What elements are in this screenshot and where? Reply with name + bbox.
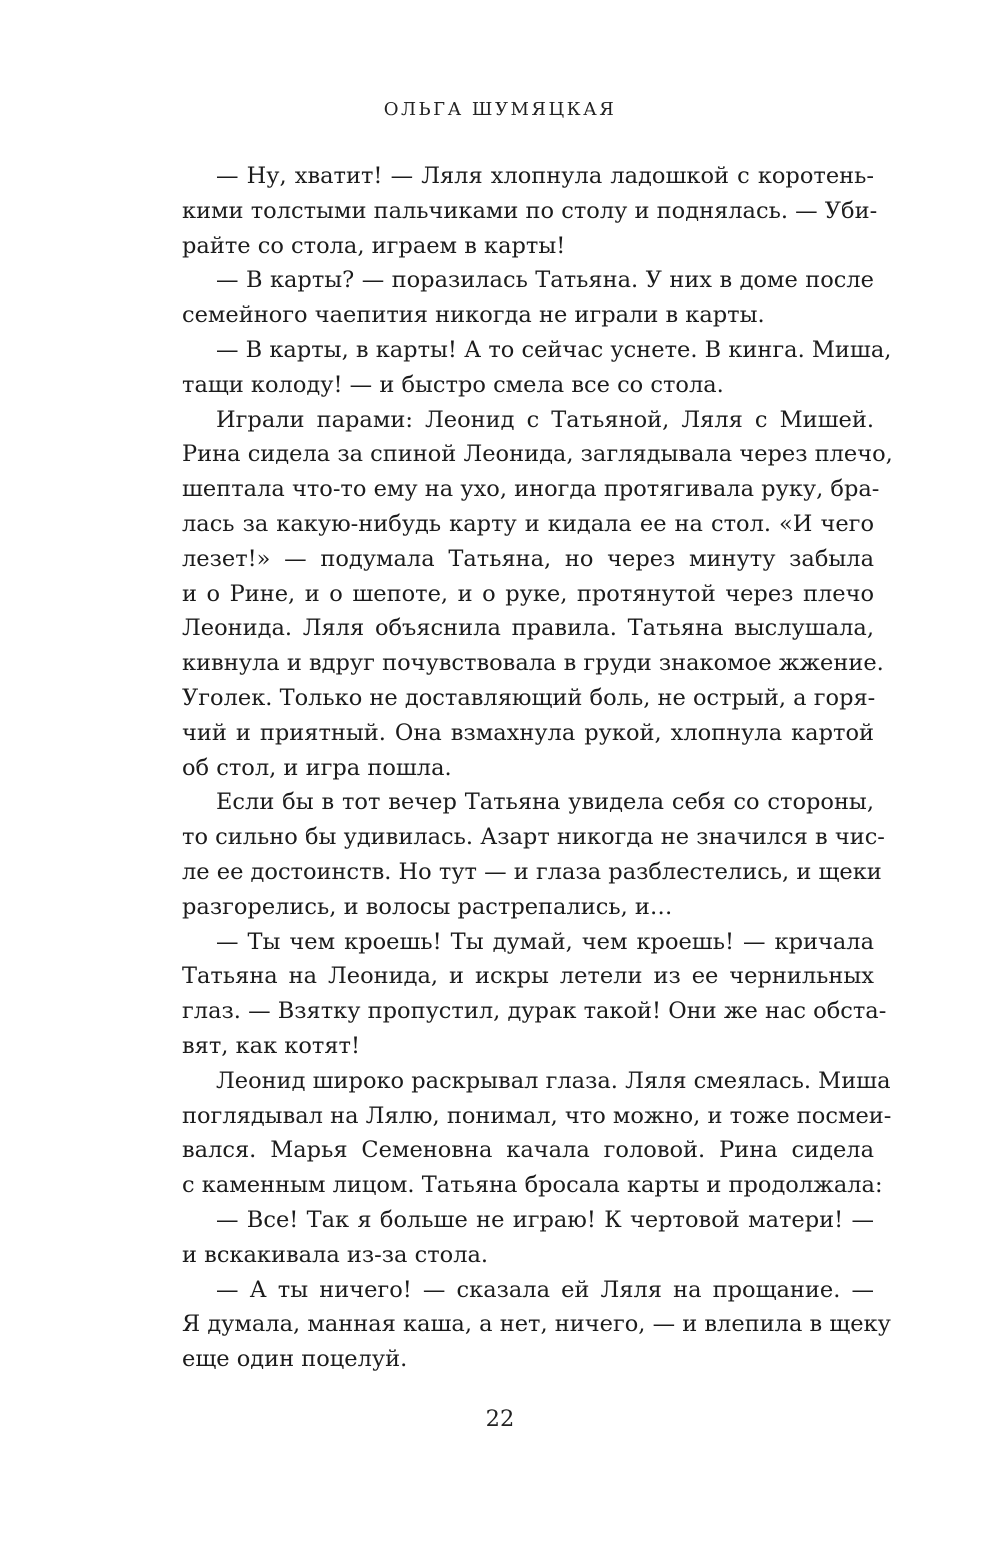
text-line: райте со стола, играем в карты! [182, 232, 566, 259]
text-line: — В карты? — поразилась Татьяна. У них в доме после [216, 267, 874, 294]
text-line: и о Рине, и о шепоте, и о руке, протянутой через плечо [182, 580, 874, 607]
text-line: Леонида. Ляля объяснила правила. Татьяна выслушала, [182, 615, 874, 642]
text-line: — В карты, в карты! А то сейчас уснете. В кинга. Миша, [216, 336, 892, 363]
text-line: Если бы в тот вечер Татьяна увидела себя со стороны, [216, 789, 874, 816]
text-line: Играли парами: Леонид с Татьяной, Ляля с Мишей. [216, 406, 874, 433]
text-line: тащи колоду! — и быстро смела все со стола. [182, 371, 724, 398]
text-line: поглядывал на Лялю, понимал, что можно, и тоже посмеи- [182, 1102, 892, 1129]
text-line: — Все! Так я больше не играю! К чертовой матери! — [216, 1206, 874, 1233]
text-line: Уголек. Только не доставляющий боль, не острый, а горя- [182, 684, 876, 711]
running-head-author: ОЛЬГА ШУМЯЦКАЯ [383, 99, 617, 120]
text-line: — Ты чем кроешь! Ты думай, чем кроешь! — кричала [216, 928, 874, 955]
text-line: Леонид широко раскрывал глаза. Ляля смеялась. Миша [216, 1067, 891, 1094]
text-line: кими толстыми пальчиками по столу и поднялась. — Уби- [182, 197, 878, 224]
text-line: Татьяна на Леонида, и искры летели из ее чернильных [182, 963, 874, 990]
text-line: лезет!» — подумала Татьяна, но через минуту забыла [182, 545, 874, 572]
text-line: вался. Марья Семеновна качала головой. Рина сидела [182, 1137, 874, 1164]
text-line: семейного чаепития никогда не играли в карты. [182, 302, 765, 329]
text-line: кивнула и вдруг почувствовала в груди знакомое жжение. [182, 650, 884, 677]
text-line: — А ты ничего! — сказала ей Ляля на прощание. — [216, 1276, 874, 1303]
text-line: и вскакивала из-за стола. [182, 1241, 489, 1268]
text-line: об стол, и игра пошла. [182, 754, 452, 781]
text-line: — Ну, хватит! — Ляля хлопнула ладошкой с коротень- [216, 163, 874, 189]
text-line: разгорелись, и волосы растрепались, и… [182, 893, 673, 920]
text-line: ле ее достоинств. Но тут — и глаза разблестелись, и щеки [182, 858, 882, 885]
text-line: Рина сидела за спиной Леонида, заглядывала через плечо, [182, 441, 893, 468]
text-line: чий и приятный. Она взмахнула рукой, хлопнула картой [182, 719, 874, 746]
text-line: шептала что-то ему на ухо, иногда протягивала руку, бра- [182, 476, 880, 503]
page-number: 22 [485, 1406, 515, 1432]
text-line: еще один поцелуй. [182, 1346, 408, 1373]
text-line: глаз. — Взятку пропустил, дурак такой! Они же нас обста- [182, 998, 887, 1025]
text-line: Я думала, манная каша, а нет, ничего, — и влепила в щеку [182, 1311, 891, 1338]
text-line: то сильно бы удивилась. Азарт никогда не значился в чис- [182, 824, 885, 851]
body-text [182, 159, 893, 1377]
text-line: лась за какую-нибудь карту и кидала ее на стол. «И чего [182, 510, 874, 537]
text-line: с каменным лицом. Татьяна бросала карты и продолжала: [182, 1172, 883, 1199]
text-line: вят, как котят! [182, 1032, 361, 1059]
